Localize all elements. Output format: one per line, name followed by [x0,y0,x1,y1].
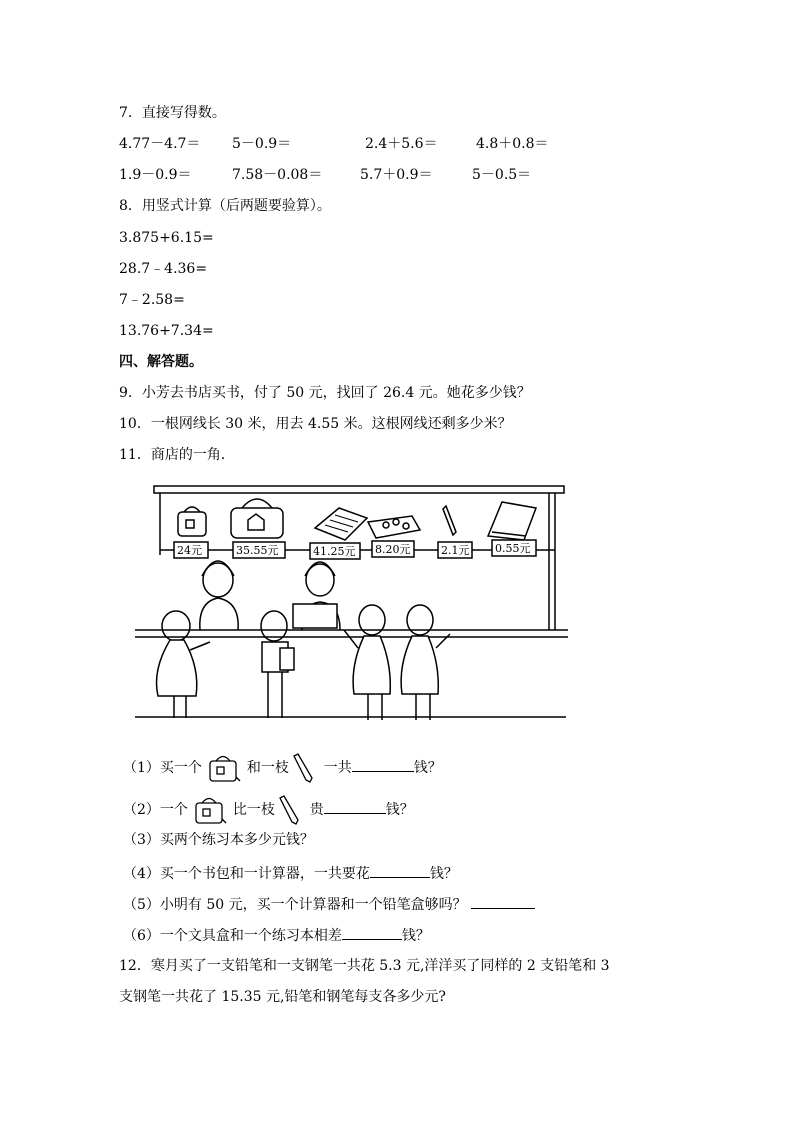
shop-illustration [130,480,570,725]
q7-r1-c1: 4.77－4.7＝ [119,136,201,152]
q11-sub4-part-a: （4）买一个书包和一计算器，一共要花 [123,866,370,882]
q11-sub4-answer-blank[interactable] [370,863,430,878]
q7-r2-c3: 5.7＋0.9＝ [360,167,433,183]
q11-sub6-part-a: （6）一个文具盒和一个练习本相差 [123,928,342,944]
q11-sub1-answer-blank[interactable] [352,757,414,772]
q8-item-1: 3.875+6.15= [119,230,214,246]
q11-sub4-part-b: 钱？ [429,866,458,882]
q7-r2-c4: 5－0.5＝ [472,167,532,183]
section-4-title: 四、解答题。 [119,354,203,370]
q8-item-4: 13.76+7.34= [119,323,214,339]
q11-sub5-answer-blank[interactable] [471,894,535,909]
q11-sub2-part-d: 钱？ [385,802,414,818]
q11-sub3: （3）买两个练习本多少元钱？ [123,832,314,848]
q8-item-3: 7﹣2.58= [119,292,185,308]
q11-sub6 [123,925,430,945]
q11-title: 11．商店的一角． [119,447,235,463]
q11-sub1-part-c: 一共 [323,760,352,776]
q8-item-2: 28.7﹣4.36= [119,261,208,277]
q10-text: 10．一根网线长 30 米，用去 4.55 米。这根网线还剩多少米？ [119,416,512,432]
q12-line-1: 12．寒月买了一支铅笔和一支钢笔一共花 5.3 元,洋洋买了同样的 2 支铅笔和 3 [119,958,610,974]
q12-line-2: 支钢笔一共花了 15.35 元,铅笔和钢笔每支各多少元? [119,989,446,1005]
q11-sub2-part-a: （2）一个 [123,802,188,818]
q7-r2-c2: 7.58－0.08＝ [232,167,323,183]
q11-sub1-part-a: （1）买一个 [123,760,202,776]
pen-icon [293,752,319,784]
q7-r1-c4: 4.8＋0.8＝ [476,136,549,152]
price-tag-calculator: 41.25元 [313,545,356,558]
q11-sub5-part-a: （5）小明有 50 元，买一个计算器和一个铅笔盒够吗？ [123,897,467,913]
q7-title: 7．直接写得数。 [119,105,226,121]
q7-r1-c2: 5－0.9＝ [232,136,292,152]
price-tag-notebook: 0.55元 [495,542,531,555]
q11-sub2-answer-blank[interactable] [324,799,386,814]
q11-sub4 [123,863,458,883]
q11-sub1-part-d: 钱？ [413,760,442,776]
price-tag-pen: 2.1元 [441,544,470,557]
q11-sub2-part-c: 贵 [309,802,324,818]
q11-sub1-part-b: 和一枝 [246,760,289,776]
q11-sub2-part-b: 比一枝 [232,802,275,818]
q8-title: 8．用竖式计算（后两题要验算）。 [119,198,331,214]
price-tag-backpack: 35.55元 [236,544,279,557]
q7-r2-c1: 1.9－0.9＝ [119,167,192,183]
small-bag-icon [206,753,242,783]
q11-sub2 [123,794,414,826]
q11-sub5 [123,894,535,914]
q11-sub6-answer-blank[interactable] [342,925,402,940]
price-tag-small-bag: 24元 [177,544,202,557]
q7-r1-c3: 2.4＋5.6＝ [365,136,438,152]
pen-icon [279,794,305,826]
price-tag-pencil-box: 8.20元 [375,543,411,556]
q9-text: 9．小芳去书店买书，付了 50 元，找回了 26.4 元。她花多少钱？ [119,385,531,401]
small-bag-icon [192,795,228,825]
q11-sub6-part-b: 钱？ [401,928,430,944]
q11-sub1 [123,752,442,784]
